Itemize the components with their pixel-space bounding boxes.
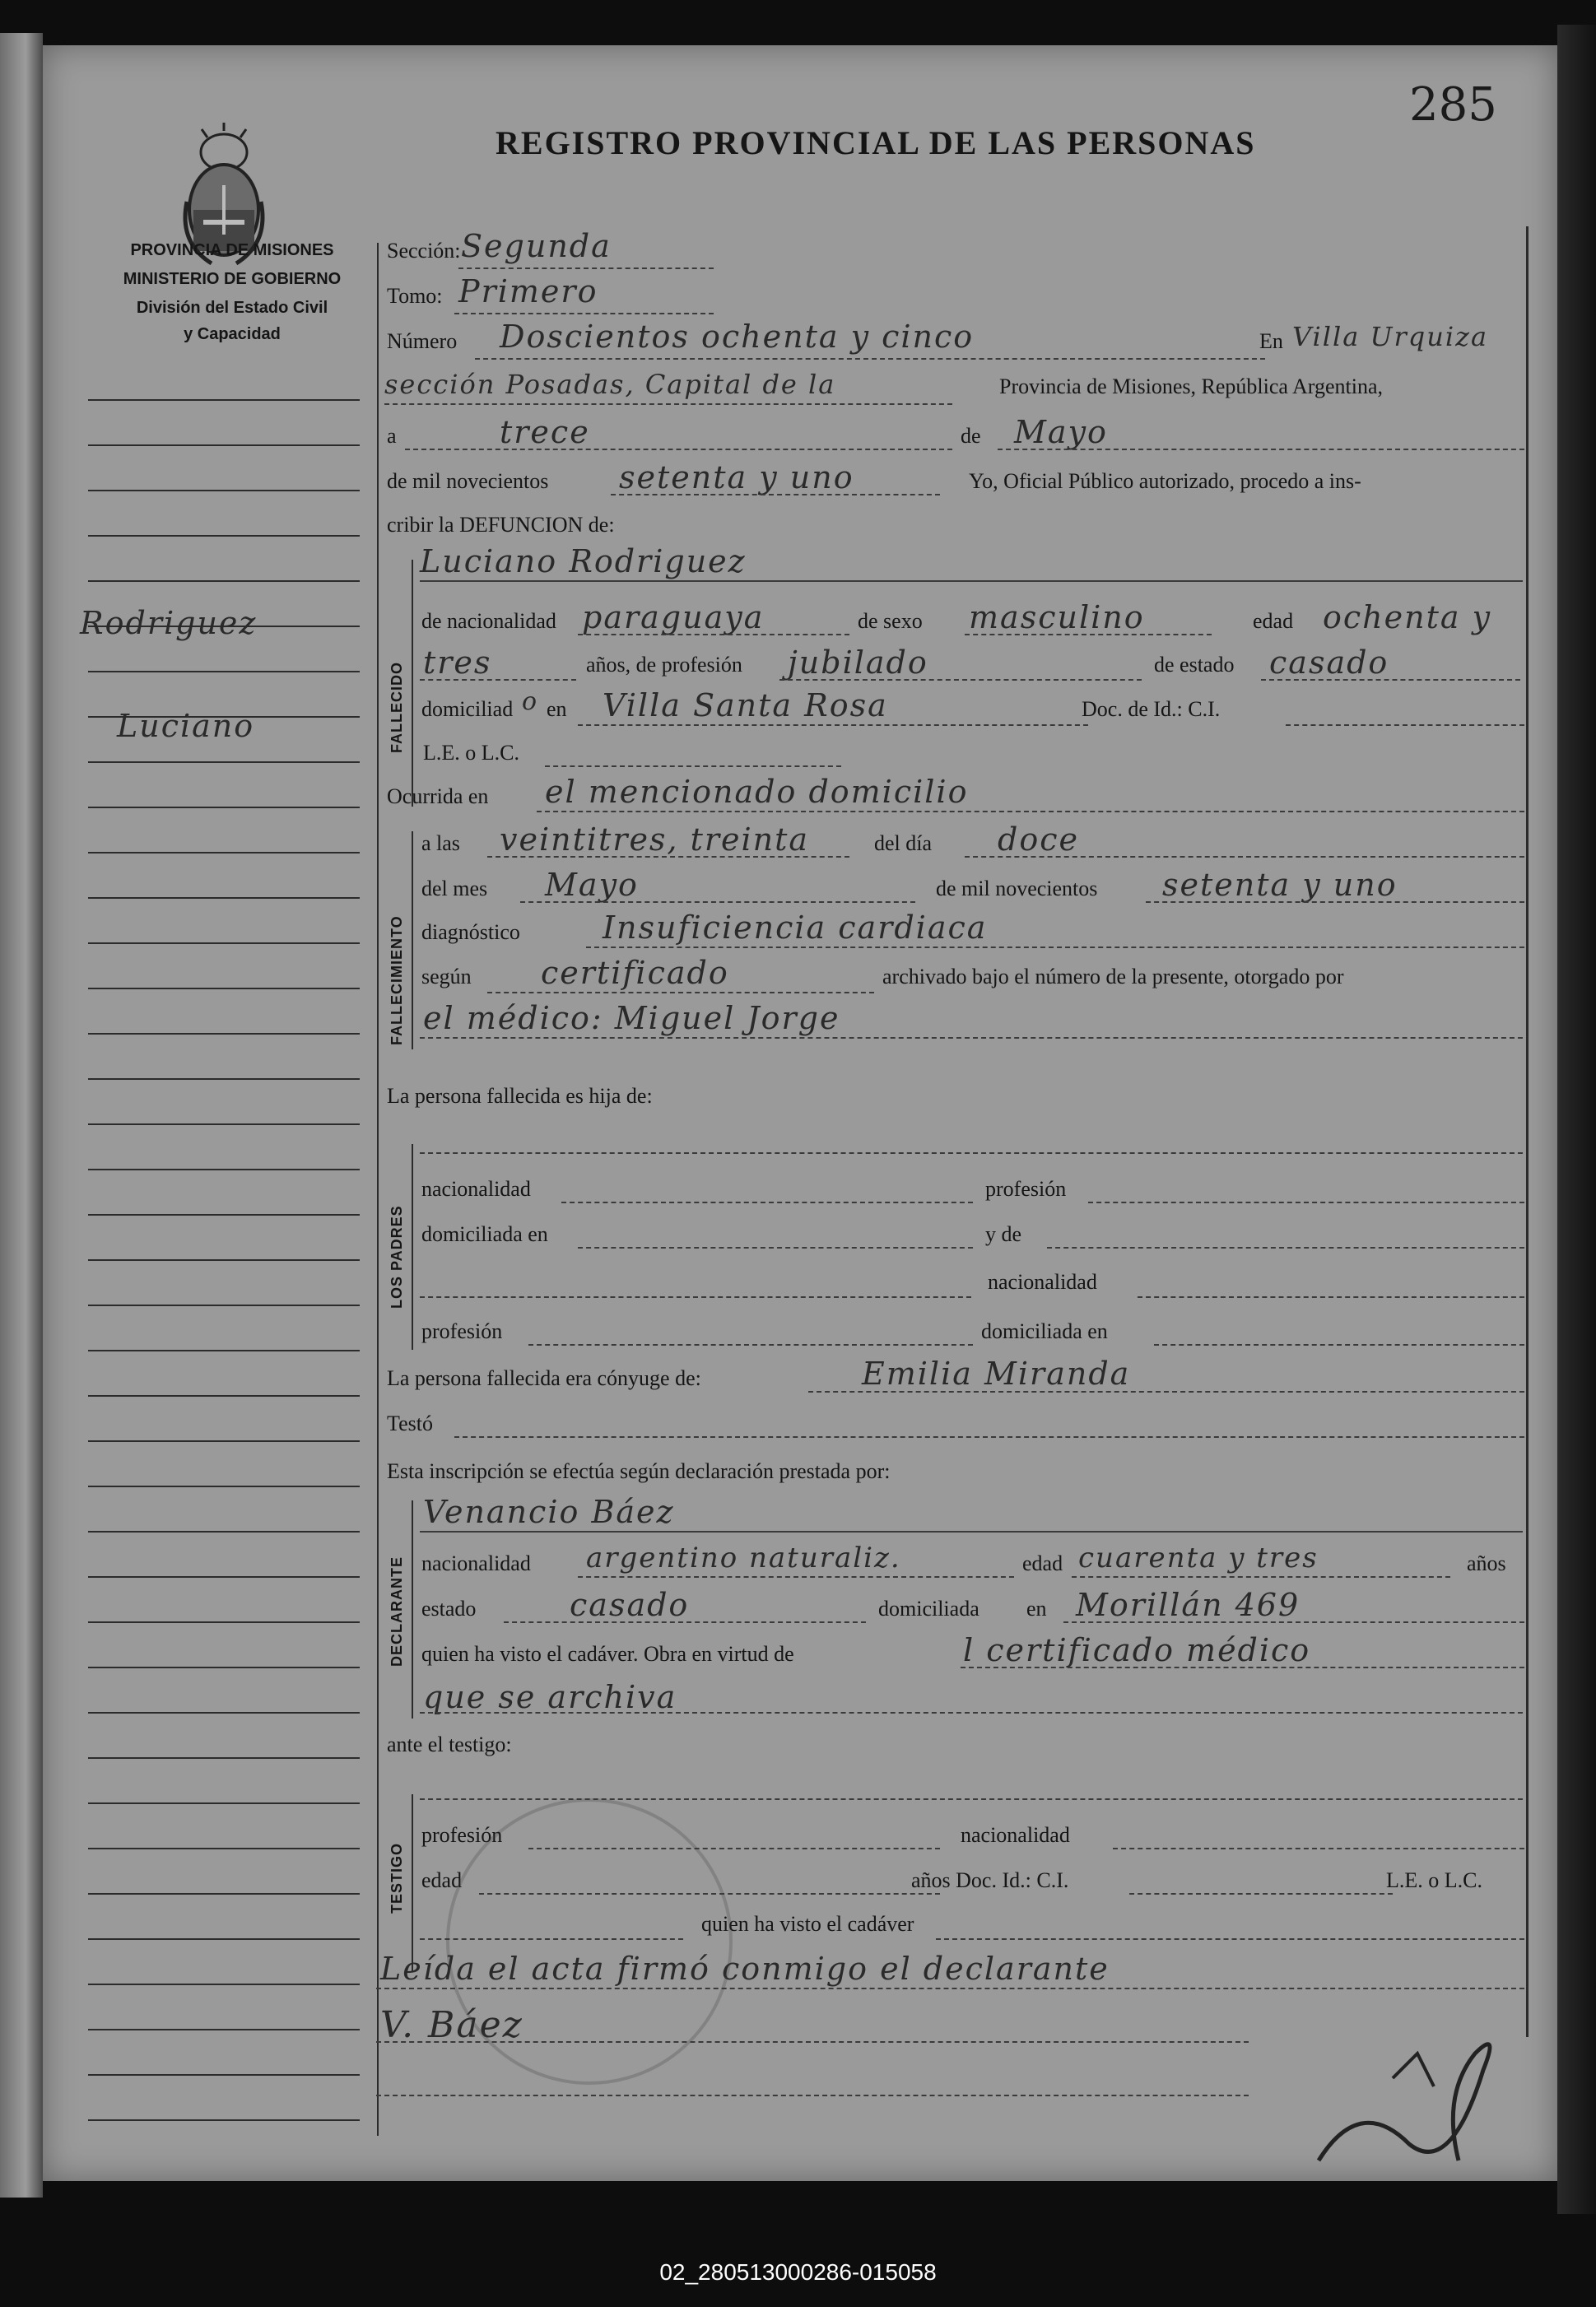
book-binding	[0, 33, 43, 2198]
diagnostico-value: Insuficiencia cardiaca	[603, 909, 988, 946]
testigo-section-label: TESTIGO	[389, 1842, 405, 1914]
le-label: L.E. o L.C.	[423, 741, 519, 765]
testigo-edad-label: edad	[421, 1868, 463, 1892]
ocurrida-value: el mencionado domicilio	[545, 774, 969, 810]
del-mes-label: del mes	[421, 877, 488, 900]
mil-label: de mil novecientos	[387, 469, 549, 493]
division-header: División del Estado Civil	[136, 299, 328, 317]
fallecimiento-section-label: FALLECIMIENTO	[389, 915, 405, 1045]
seccion-place: sección Posadas, Capital de la	[384, 369, 836, 400]
declarante-nacionalidad-label: nacionalidad	[421, 1551, 531, 1575]
margin-stub	[43, 45, 377, 2181]
image-id-footer: 02_280513000286-015058	[659, 2259, 937, 2285]
archivado-text: archivado bajo el número de la presente, otorgado por	[882, 965, 1344, 988]
declarante-anios-label: años	[1467, 1551, 1506, 1575]
padres-nacionalidad-label: nacionalidad	[421, 1177, 531, 1201]
testigo-le-label: L.E. o L.C.	[1386, 1868, 1482, 1892]
padres-profesion-label: profesión	[985, 1177, 1067, 1201]
declaracion-text: Esta inscripción se efectúa según declaración prestada por:	[387, 1459, 891, 1483]
fallecido-nombre: Luciano Rodriguez	[420, 543, 747, 579]
oficial-text: Yo, Oficial Público autorizado, procedo a ins-	[969, 469, 1361, 493]
medico-value: el médico: Miguel Jorge	[423, 1000, 840, 1036]
edad-label: edad	[1253, 609, 1294, 633]
sexo-label: de sexo	[858, 609, 923, 633]
margin-given-name: Luciano	[117, 708, 255, 744]
testigo-nacionalidad-label: nacionalidad	[961, 1823, 1070, 1847]
nacionalidad-value: paraguaya	[582, 599, 765, 635]
domicilio-value: Villa Santa Rosa	[603, 687, 888, 723]
conyuge-value: Emilia Miranda	[862, 1356, 1131, 1392]
ministry-header: MINISTERIO DE GOBIERNO	[123, 270, 342, 288]
folio-number: 285	[1409, 78, 1497, 132]
en-label: En	[1259, 329, 1283, 353]
sexo-value: masculino	[969, 599, 1145, 635]
padres-y-de-label: y de	[985, 1222, 1022, 1246]
domicilio-en-label: en	[547, 697, 567, 721]
declarante-virtud-value: l certificado médico	[963, 1632, 1311, 1668]
declarante-estado-label: estado	[421, 1597, 477, 1621]
declarante-nacionalidad-value: argentino naturaliz.	[586, 1542, 901, 1574]
book-edge	[1557, 25, 1596, 2214]
anios-profesion-label: años, de profesión	[586, 653, 742, 677]
testigo-profesion-label: profesión	[421, 1823, 503, 1847]
del-dia-label: del día	[874, 831, 933, 855]
de-label: de	[961, 424, 981, 448]
en-value: Villa Urquiza	[1292, 321, 1489, 352]
testigo-anios-doc-label: años Doc. Id.: C.I.	[911, 1868, 1069, 1892]
ocurrida-label: Ocurrida en	[387, 784, 489, 808]
diagnostico-label: diagnóstico	[421, 920, 520, 944]
declarante-en-label: en	[1026, 1597, 1047, 1621]
declarante-edad-value: cuarenta y tres	[1078, 1542, 1319, 1574]
page-title: REGISTRO PROVINCIAL DE LAS PERSONAS	[496, 124, 1256, 161]
domiciliado-suffix: o	[522, 687, 539, 716]
a-las-label: a las	[421, 831, 460, 855]
testigo-ante-label: ante el testigo:	[387, 1733, 512, 1756]
seccion-label: Sección:	[387, 239, 461, 263]
declarante-nombre: Venancio Báez	[423, 1494, 675, 1530]
padres-domiciliada2-label: domiciliada en	[981, 1319, 1108, 1343]
edad-value-2: tres	[423, 644, 492, 681]
segun-label: según	[421, 965, 472, 988]
mes-registro: Mayo	[1014, 414, 1108, 450]
hora-value: veintitres, treinta	[500, 821, 810, 858]
closing-text: Leída el acta firmó conmigo el declarante	[380, 1951, 1110, 1987]
register-page	[43, 45, 1557, 2181]
declarante-estado-value: casado	[570, 1587, 690, 1623]
declarant-signature: V. Báez	[380, 2004, 523, 2046]
testigo-quien-text: quien ha visto el cadáver	[701, 1912, 914, 1936]
domiciliado-label: domiciliad	[421, 697, 514, 721]
capacity-header: y Capacidad	[184, 325, 281, 343]
margin-surname: Rodriguez	[80, 605, 258, 641]
padres-nacionalidad2-label: nacionalidad	[988, 1270, 1097, 1294]
anio-registro: setenta y uno	[619, 459, 854, 495]
officer-signature	[1294, 2021, 1508, 2185]
conyuge-label: La persona fallecida era cónyuge de:	[387, 1366, 701, 1390]
tomo-value: Primero	[458, 273, 598, 309]
declarante-quien-text: quien ha visto el cadáver. Obra en virtud de	[421, 1642, 794, 1666]
estado-value: casado	[1269, 644, 1389, 681]
declarante-section-label: DECLARANTE	[389, 1556, 405, 1667]
anio-fallecimiento: setenta y uno	[1162, 867, 1398, 903]
estado-label: de estado	[1154, 653, 1235, 677]
provincia-text: Provincia de Misiones, República Argentina,	[999, 374, 1383, 398]
province-header: PROVINCIA DE MISIONES	[130, 241, 334, 259]
padres-domiciliada-label: domiciliada en	[421, 1222, 548, 1246]
dia-registro: trece	[500, 414, 590, 450]
edad-value: ochenta y	[1323, 599, 1492, 635]
declarante-edad-label: edad	[1022, 1551, 1063, 1575]
doc-label: Doc. de Id.: C.I.	[1082, 697, 1221, 721]
mes-fallecimiento: Mayo	[545, 867, 639, 903]
declarante-domicilio-value: Morillán 469	[1076, 1587, 1301, 1623]
a-label: a	[387, 424, 397, 448]
inscribir-text: cribir la DEFUNCION de:	[387, 513, 615, 537]
padres-section-label: LOS PADRES	[389, 1205, 405, 1309]
official-stamp	[446, 1798, 733, 2085]
right-margin-line	[1526, 226, 1529, 2037]
testo-label: Testó	[387, 1412, 433, 1435]
stub-divider	[377, 243, 379, 2136]
tomo-label: Tomo:	[387, 284, 443, 308]
profesion-value: jubilado	[788, 644, 928, 681]
dia-fallecimiento: doce	[998, 821, 1079, 858]
padres-profesion2-label: profesión	[421, 1319, 503, 1343]
seccion-value: Segunda	[461, 228, 612, 264]
declarante-domiciliada-label: domiciliada	[878, 1597, 979, 1621]
numero-value: Doscientos ochenta y cinco	[500, 319, 975, 355]
mil-label-2: de mil novecientos	[936, 877, 1098, 900]
padres-intro: La persona fallecida es hija de:	[387, 1084, 653, 1108]
segun-value: certificado	[541, 955, 729, 991]
declarante-virtud-value-2: que se archiva	[423, 1679, 677, 1715]
fallecido-section-label: FALLECIDO	[389, 662, 405, 753]
numero-label: Número	[387, 329, 458, 353]
nacionalidad-label: de nacionalidad	[421, 609, 556, 633]
